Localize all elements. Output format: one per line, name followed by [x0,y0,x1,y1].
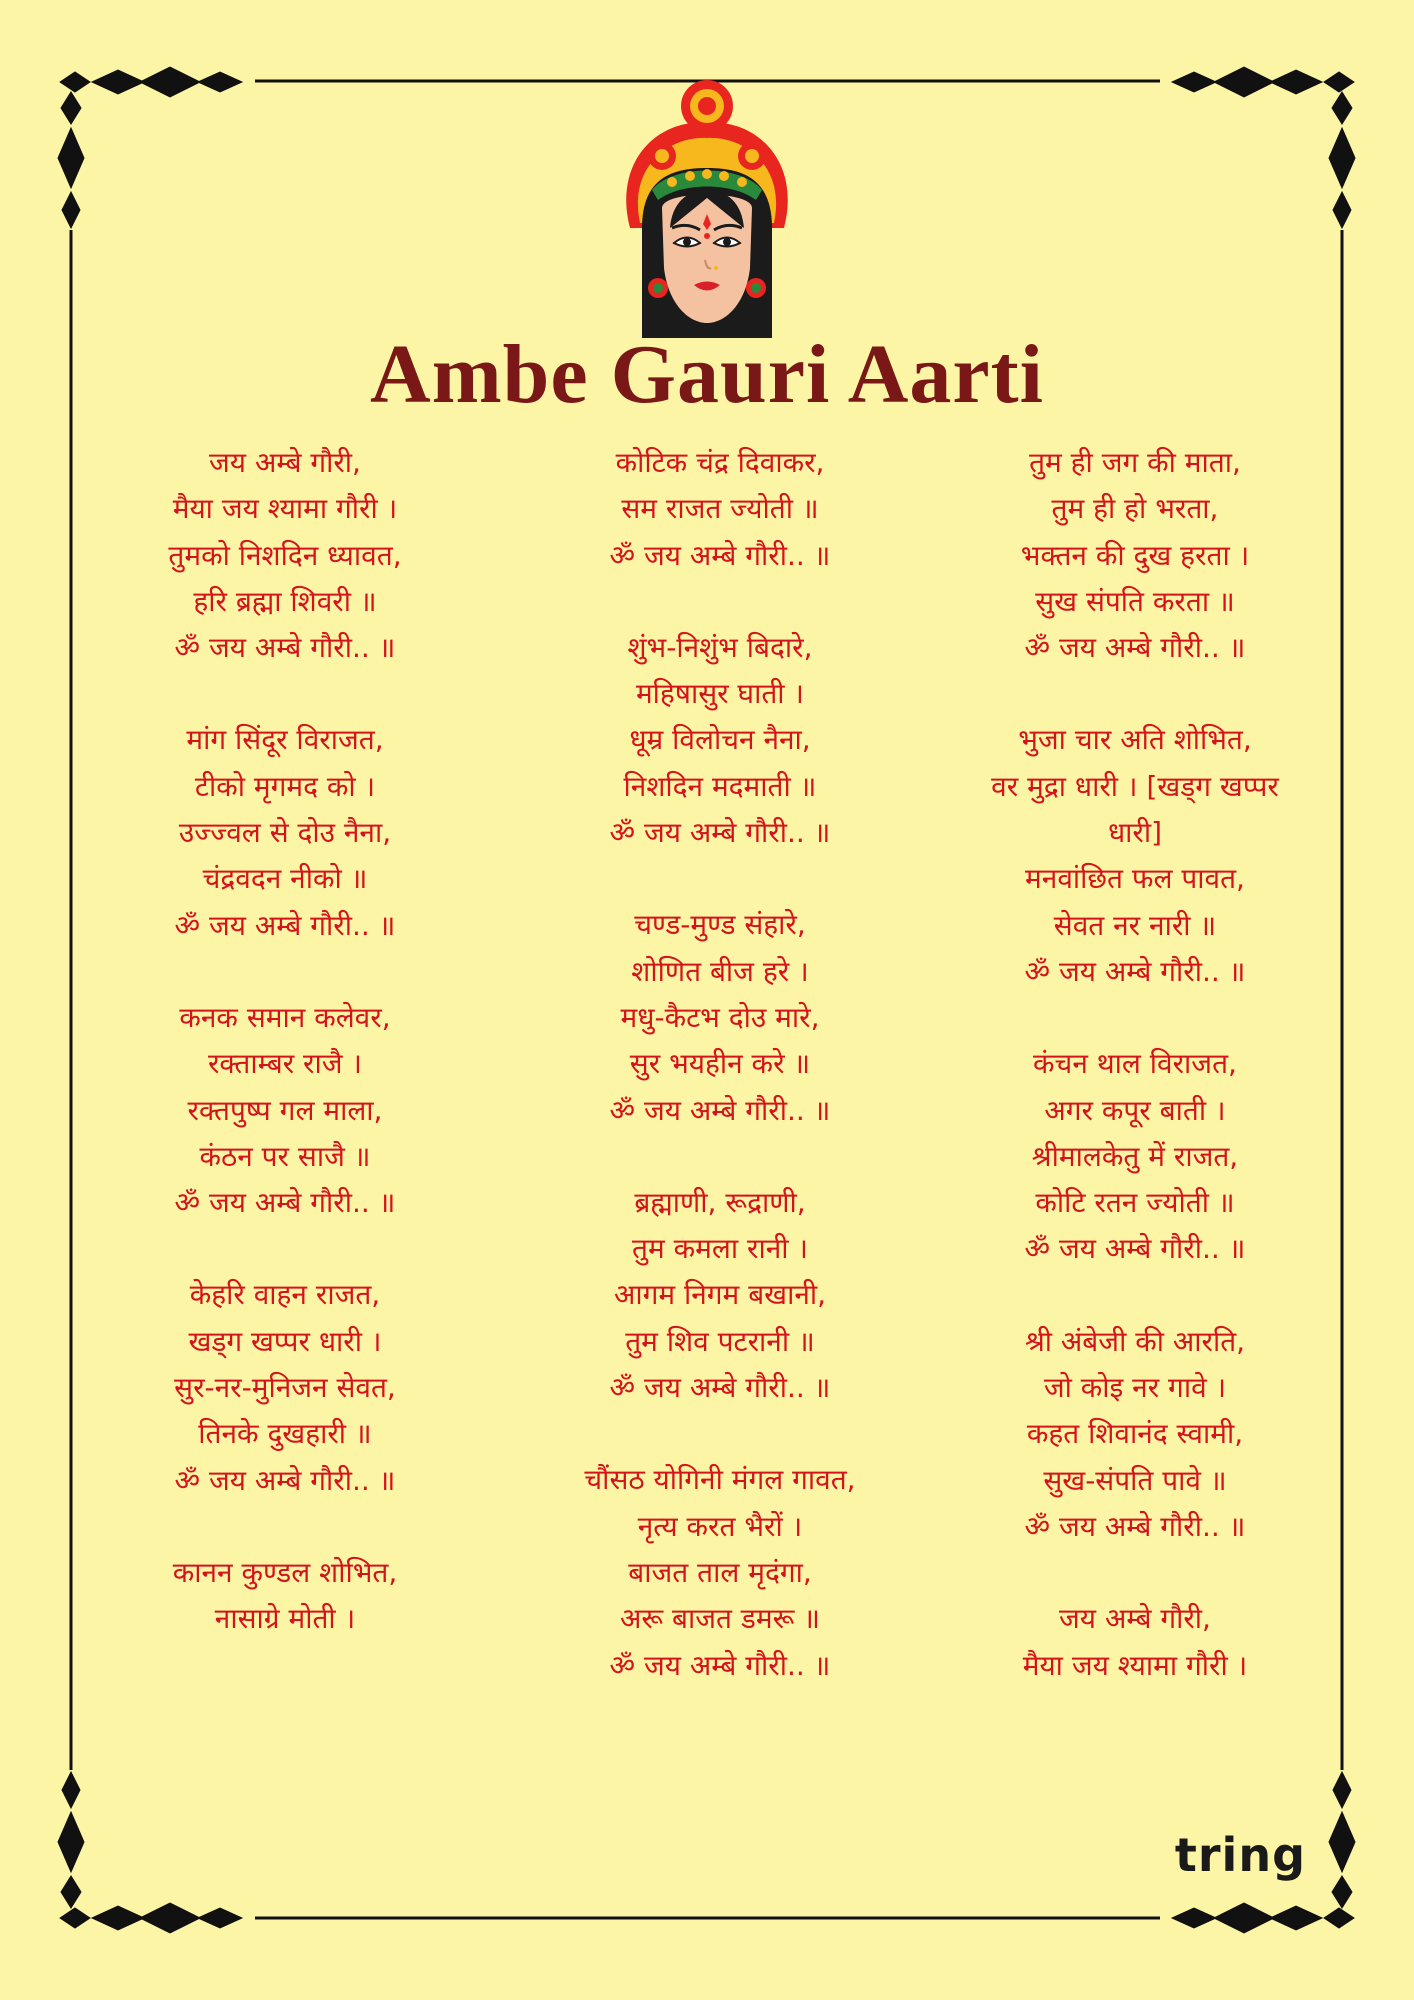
stanza [950,1596,1320,1689]
verse-line: जय अम्बे गौरी, [209,446,361,479]
verse-line: ब्रह्माणी, रूद्राणी, [634,1185,806,1219]
verse-line: मैया जय श्यामा गौरी । [1022,1648,1248,1682]
verse-line: चण्ड-मुण्ड संहारे, [634,908,806,942]
verse-line: भक्तन की दुख हरता । [1020,538,1250,572]
verse-line: ॐ जय अम्बे गौरी.. ॥ [609,538,831,572]
verse-line: कानन कुण्डल शोभित, [172,1555,398,1589]
stanza [510,902,930,1133]
verse-line: सम राजत ज्योती ॥ [621,492,819,526]
verse-line: जो कोइ नर गावे । [1043,1371,1227,1405]
verse-line: वर मुद्रा धारी । [खड्ग खप्पर [991,769,1279,803]
verse-column-2 [510,440,930,1735]
stanza [90,1272,480,1503]
verse-line: बाजत ताल मृदंगा, [628,1555,812,1589]
verse-line: चंद्रवदन नीको ॥ [202,862,368,896]
stanza [510,440,930,579]
verse-line: ॐ जय अम्बे गौरी.. ॥ [1024,954,1246,988]
verse-line: तिनके दुखहारी ॥ [198,1417,372,1451]
verse-line: मधु-कैटभ दोउ मारे, [620,1000,820,1034]
verse-line: श्री अंबेजी की आरति, [1024,1324,1246,1358]
verse-line: कोटि रतन ज्योती ॥ [1035,1186,1235,1220]
stanza [950,440,1320,671]
verse-line: सेवत नर नारी ॥ [1053,908,1217,942]
verse-line: हरि ब्रह्मा शिवरी ॥ [193,584,377,618]
verse-line: सुर भयहीन करे ॥ [629,1047,811,1081]
verse-line: भुजा चार अति शोभित, [1018,723,1252,757]
verse-column-1 [90,440,480,1689]
verse-line: ॐ जय अम्बे गौरी.. ॥ [609,1648,831,1682]
verse-line: कोटिक चंद्र दिवाकर, [615,446,825,479]
verse-line: शोणित बीज हरे । [631,954,809,988]
verse-line: मांग सिंदूर विराजत, [186,723,384,757]
verse-line: ॐ जय अम्बे गौरी.. ॥ [1024,1509,1246,1543]
stanza [90,440,480,671]
stanza [510,1180,930,1411]
verse-line: तुम कमला रानी । [632,1232,808,1266]
verse-line: धूम्र विलोचन नैना, [629,723,811,757]
verse-line: शुंभ-निशुंभ बिदारे, [627,630,813,664]
verse-line: ॐ जय अम्बे गौरी.. ॥ [609,1371,831,1405]
verse-line: ॐ जय अम्बे गौरी.. ॥ [174,908,396,942]
verse-line: मनवांछित फल पावत, [1025,862,1245,896]
verse-line: कंठन पर साजै ॥ [199,1139,371,1173]
page-title: Ambe Gauri Aarti [370,328,1044,421]
verse-line: नृत्य करत भैरों । [637,1509,803,1543]
verse-line: कनक समान कलेवर, [179,1000,391,1034]
verse-line: नासाग्रे मोती । [214,1602,356,1636]
verse-line: ॐ जय अम्बे गौरी.. ॥ [609,816,831,850]
verse-line: ॐ जय अम्बे गौरी.. ॥ [609,1093,831,1127]
stanza [510,1457,930,1688]
verse-line: ॐ जय अम्बे गौरी.. ॥ [1024,1232,1246,1266]
verse-line: रक्ताम्बर राजै । [207,1047,363,1081]
goddess-durga-face-icon [612,78,802,338]
verse-line: तुम शिव पटरानी ॥ [625,1324,815,1358]
stanza [90,995,480,1226]
verse-line: सुर-नर-मुनिजन सेवत, [174,1371,396,1405]
verse-line: टीको मृगमद को । [194,769,376,803]
verse-line: श्रीमालकेतु में राजत, [1031,1139,1239,1173]
verse-line: मैया जय श्यामा गौरी । [172,492,398,526]
verse-line: कंचन थाल विराजत, [1033,1047,1237,1081]
brand-logo: tring [1174,1828,1306,1882]
verse-line: तुमको निशदिन ध्यावत, [168,538,402,572]
stanza [90,1550,480,1643]
verse-line: ॐ जय अम्बे गौरी.. ॥ [1024,631,1246,665]
verse-line: तुम ही जग की माता, [1029,446,1241,479]
verse-line: धारी] [1107,816,1163,850]
verse-line: अरू बाजत डमरू ॥ [619,1602,821,1636]
verse-line: सुख संपति करता ॥ [1035,584,1235,618]
verse-line: आगम निगम बखानी, [613,1278,827,1312]
stanza [950,1319,1320,1550]
verse-line: अगर कपूर बाती । [1044,1093,1226,1127]
verse-line: चौंसठ योगिनी मंगल गावत, [584,1463,856,1497]
stanza [90,717,480,948]
verse-line: जय अम्बे गौरी, [1059,1602,1211,1636]
verse-line: महिषासुर घाती । [635,677,805,711]
verse-line: ॐ जय अम्बे गौरी.. ॥ [174,631,396,665]
stanza [950,717,1320,995]
verse-line: रक्तपुष्प गल माला, [187,1093,383,1127]
stanza [510,625,930,856]
verse-line: केहरि वाहन राजत, [189,1278,381,1312]
verse-line: कहत शिवानंद स्वामी, [1026,1417,1244,1451]
verse-line: ॐ जय अम्बे गौरी.. ॥ [174,1186,396,1220]
verse-line: उज्ज्वल से दोउ नैना, [178,816,392,850]
verse-line: खड्ग खप्पर धारी । [188,1324,382,1358]
verse-column-3 [950,440,1320,1735]
verse-line: ॐ जय अम्बे गौरी.. ॥ [174,1463,396,1497]
stanza [950,1041,1320,1272]
verse-line: सुख-संपति पावे ॥ [1043,1463,1227,1497]
verse-line: तुम ही हो भरता, [1051,492,1219,526]
verse-line: निशदिन मदमाती ॥ [623,769,817,803]
